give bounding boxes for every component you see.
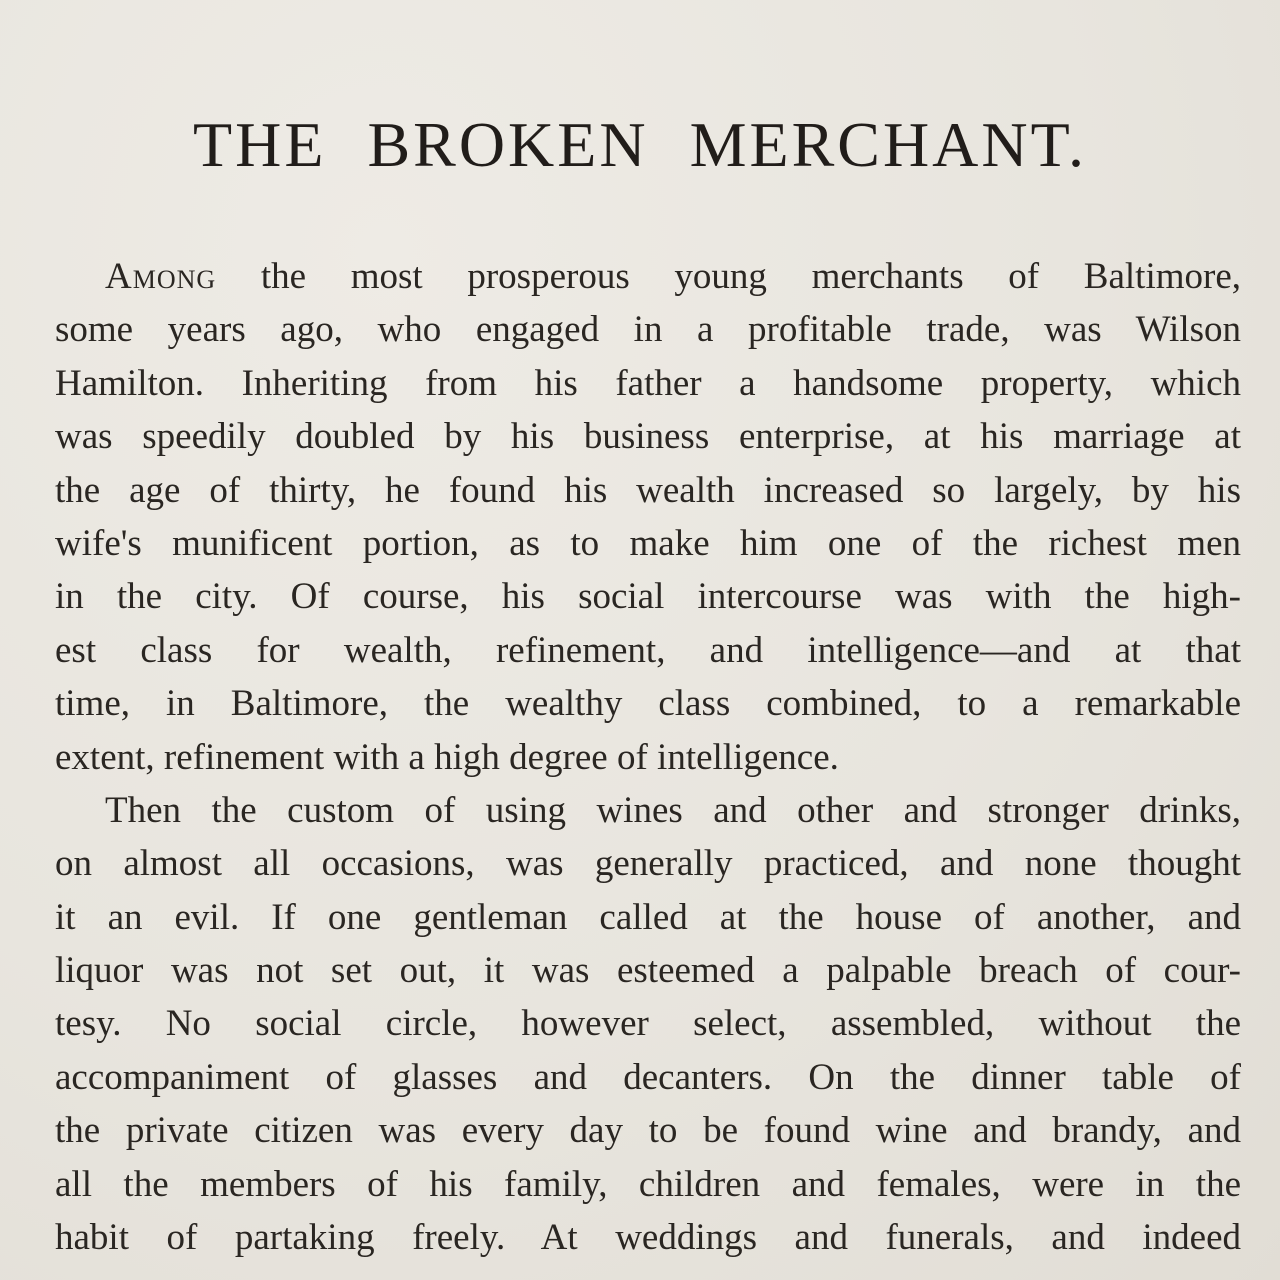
body-text <box>55 250 1241 1264</box>
text-line: liquor was not set out, it was esteemed a palpable breach of cour- <box>55 950 1241 992</box>
text-line: accompaniment of glasses and decanters. On the dinner table of <box>55 1056 1241 1098</box>
line-text: the most prosperous young merchants of Baltimore, <box>216 256 1241 297</box>
text-line: in the city. Of course, his social intercourse was with the high- <box>55 576 1241 618</box>
text-line: Then the custom of using wines and other and stronger drinks, <box>105 789 1241 831</box>
paragraph-1 <box>55 250 1241 784</box>
text-line: habit of partaking freely. At weddings and funerals, and indeed <box>55 1217 1241 1259</box>
text-line: the private citizen was every day to be found wine and brandy, and <box>55 1110 1241 1152</box>
lead-word: Among <box>105 256 217 297</box>
text-line: on almost all occasions, was generally practiced, and none thought <box>55 843 1241 885</box>
text-line: tesy. No social circle, however select, assembled, without the <box>55 1003 1241 1045</box>
text-line: Hamilton. Inheriting from his father a handsome property, which <box>55 362 1241 404</box>
paragraph-2 <box>55 784 1241 1265</box>
text-line: was speedily doubled by his business enterprise, at his marriage at <box>55 416 1241 458</box>
text-line: some years ago, who engaged in a profitable trade, was Wilson <box>55 309 1241 351</box>
text-line: est class for wealth, refinement, and intelligence—and at that <box>55 629 1241 671</box>
text-line: it an evil. If one gentleman called at the house of another, and <box>55 896 1241 938</box>
text-line: extent, refinement with a high degree of intelligence. <box>55 736 839 778</box>
text-line <box>55 250 1241 303</box>
text-line: wife's munificent portion, as to make him one of the richest men <box>55 522 1241 564</box>
text-line: all the members of his family, children and females, were in the <box>55 1163 1241 1205</box>
text-line: the age of thirty, he found his wealth increased so largely, by his <box>55 469 1241 511</box>
chapter-title: THE BROKEN MERCHANT. <box>193 109 1087 180</box>
text-line: time, in Baltimore, the wealthy class combined, to a remarkable <box>55 683 1241 725</box>
